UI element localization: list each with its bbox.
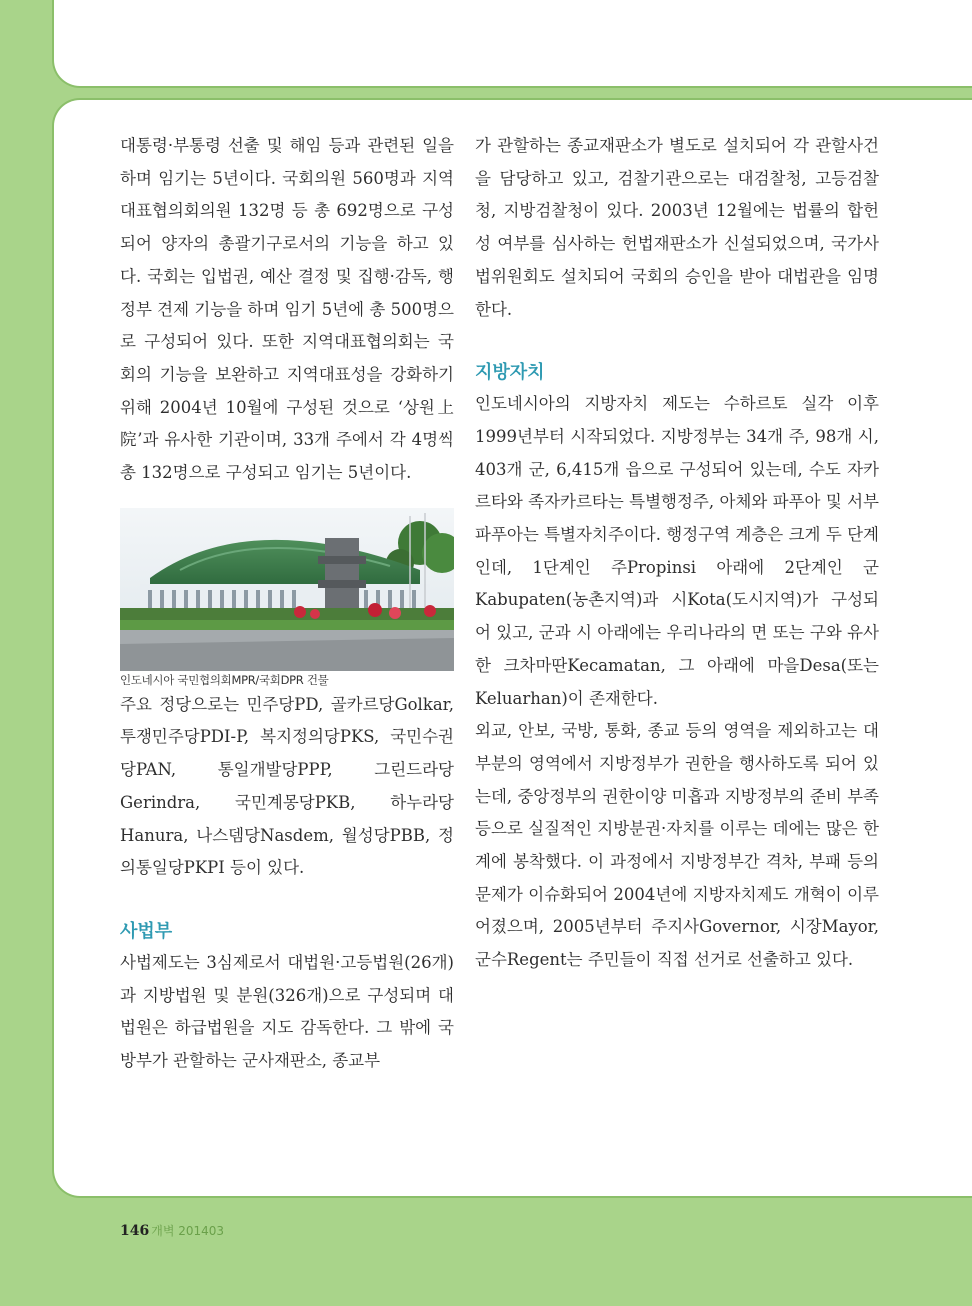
local-autonomy-heading: 지방자치 bbox=[475, 362, 545, 384]
page-number: 146 bbox=[120, 1223, 150, 1239]
judiciary-heading: 사법부 bbox=[120, 920, 173, 942]
page-footer bbox=[120, 1222, 224, 1239]
parties-paragraph: 주요 정당으로는 민주당PD, 골카르당Golkar, 투쟁민주당PDI-P, 복지정의당PKS, 국민수권당PAN, 통일개발당PPP, 그린드라당Gerindra, 국민계몽당PKB, 하누라당Hanura, 나스뎀당Nasdem, 월성당PBB, 정의통일당PKPI 등이 있다. bbox=[120, 694, 454, 878]
right-column bbox=[475, 130, 879, 977]
magazine-issue: 개벽 201403 bbox=[151, 1224, 225, 1238]
parliament-building-photo bbox=[120, 508, 454, 671]
judiciary-paragraph: 사법제도는 3심제로서 대법원·고등법원(26개)과 지방법원 및 분원(326개)으로 구성되며 대법원은 하급법원을 지도 감독한다. 그 밖에 국방부가 관할하는 군사재판소, 종교부 bbox=[120, 952, 454, 1071]
local-autonomy-paragraph-1: 인도네시아의 지방자치 제도는 수하르토 실각 이후 1999년부터 시작되었다. 지방정부는 34개 주, 98개 시, 403개 군, 6,415개 읍으로 구성되어 있는데, 수도 자카르타와 족자카르타는 특별행정주, 아체와 파푸아 및 서부 파푸아는 특별자치주이다. 행정구역 계층은 크게 두 단계인데, 1단계인 주Propinsi 아래에 2단계인 군Kabupaten(농촌지역)과 시Kota(도시지역)가 구성되어 있고, 군과 시 아래에는 우리나라의 면 또는 구와 유사한 크차마딴Kecamatan, 그 아래에 마을Desa(또는 Keluarhan)이 존재한다. bbox=[475, 394, 879, 708]
judiciary-continued-paragraph: 가 관할하는 종교재판소가 별도로 설치되어 각 관할사건을 담당하고 있고, 검찰기관으로는 대검찰청, 고등검찰청, 지방검찰청이 있다. 2003년 12월에는 법률의 합헌성 여부를 심사하는 헌법재판소가 신설되었으며, 국가사법위원회도 설치되어 국회의 승인을 받아 대법관을 임명한다. bbox=[475, 136, 879, 319]
page-header-panel bbox=[52, 0, 972, 88]
left-column bbox=[120, 130, 454, 1078]
legislature-paragraph: 대통령·부통령 선출 및 해임 등과 관련된 일을 하며 임기는 5년이다. 국회의원 560명과 지역대표협의회의원 132명 등 총 692명으로 구성되어 양자의 총괄기구로서의 기능을 하고 있다. 국회는 입법권, 예산 결정 및 집행·감독, 행정부 견제 기능을 하며 임기 5년에 총 500명으로 구성되어 있다. 또한 지역대표협의회는 국회의 기능을 보완하고 지역대표성을 강화하기 위해 2004년 10월에 구성된 것으로 ‘상원上院’과 유사한 기관이며, 33개 주에서 각 4명씩 총 132명으로 구성되고 임기는 5년이다. bbox=[120, 136, 454, 483]
local-autonomy-paragraph-2: 외교, 안보, 국방, 통화, 종교 등의 영역을 제외하고는 대부분의 영역에서 지방정부가 권한을 행사하도록 되어 있는데, 중앙정부의 권한이양 미흡과 지방정부의 준비 부족 등으로 실질적인 지방분권·자치를 이루는 데에는 많은 한계에 봉착했다. 이 과정에서 지방정부간 격차, 부패 등의 문제가 이슈화되어 2004년에 지방자치제도 개혁이 이루어졌으며, 2005년부터 주지사Governor, 시장Mayor, 군수Regent는 주민들이 직접 선거로 선출하고 있다. bbox=[475, 721, 879, 970]
photo-caption: 인도네시아 국민협의회MPR/국회DPR 건물 bbox=[120, 672, 329, 687]
